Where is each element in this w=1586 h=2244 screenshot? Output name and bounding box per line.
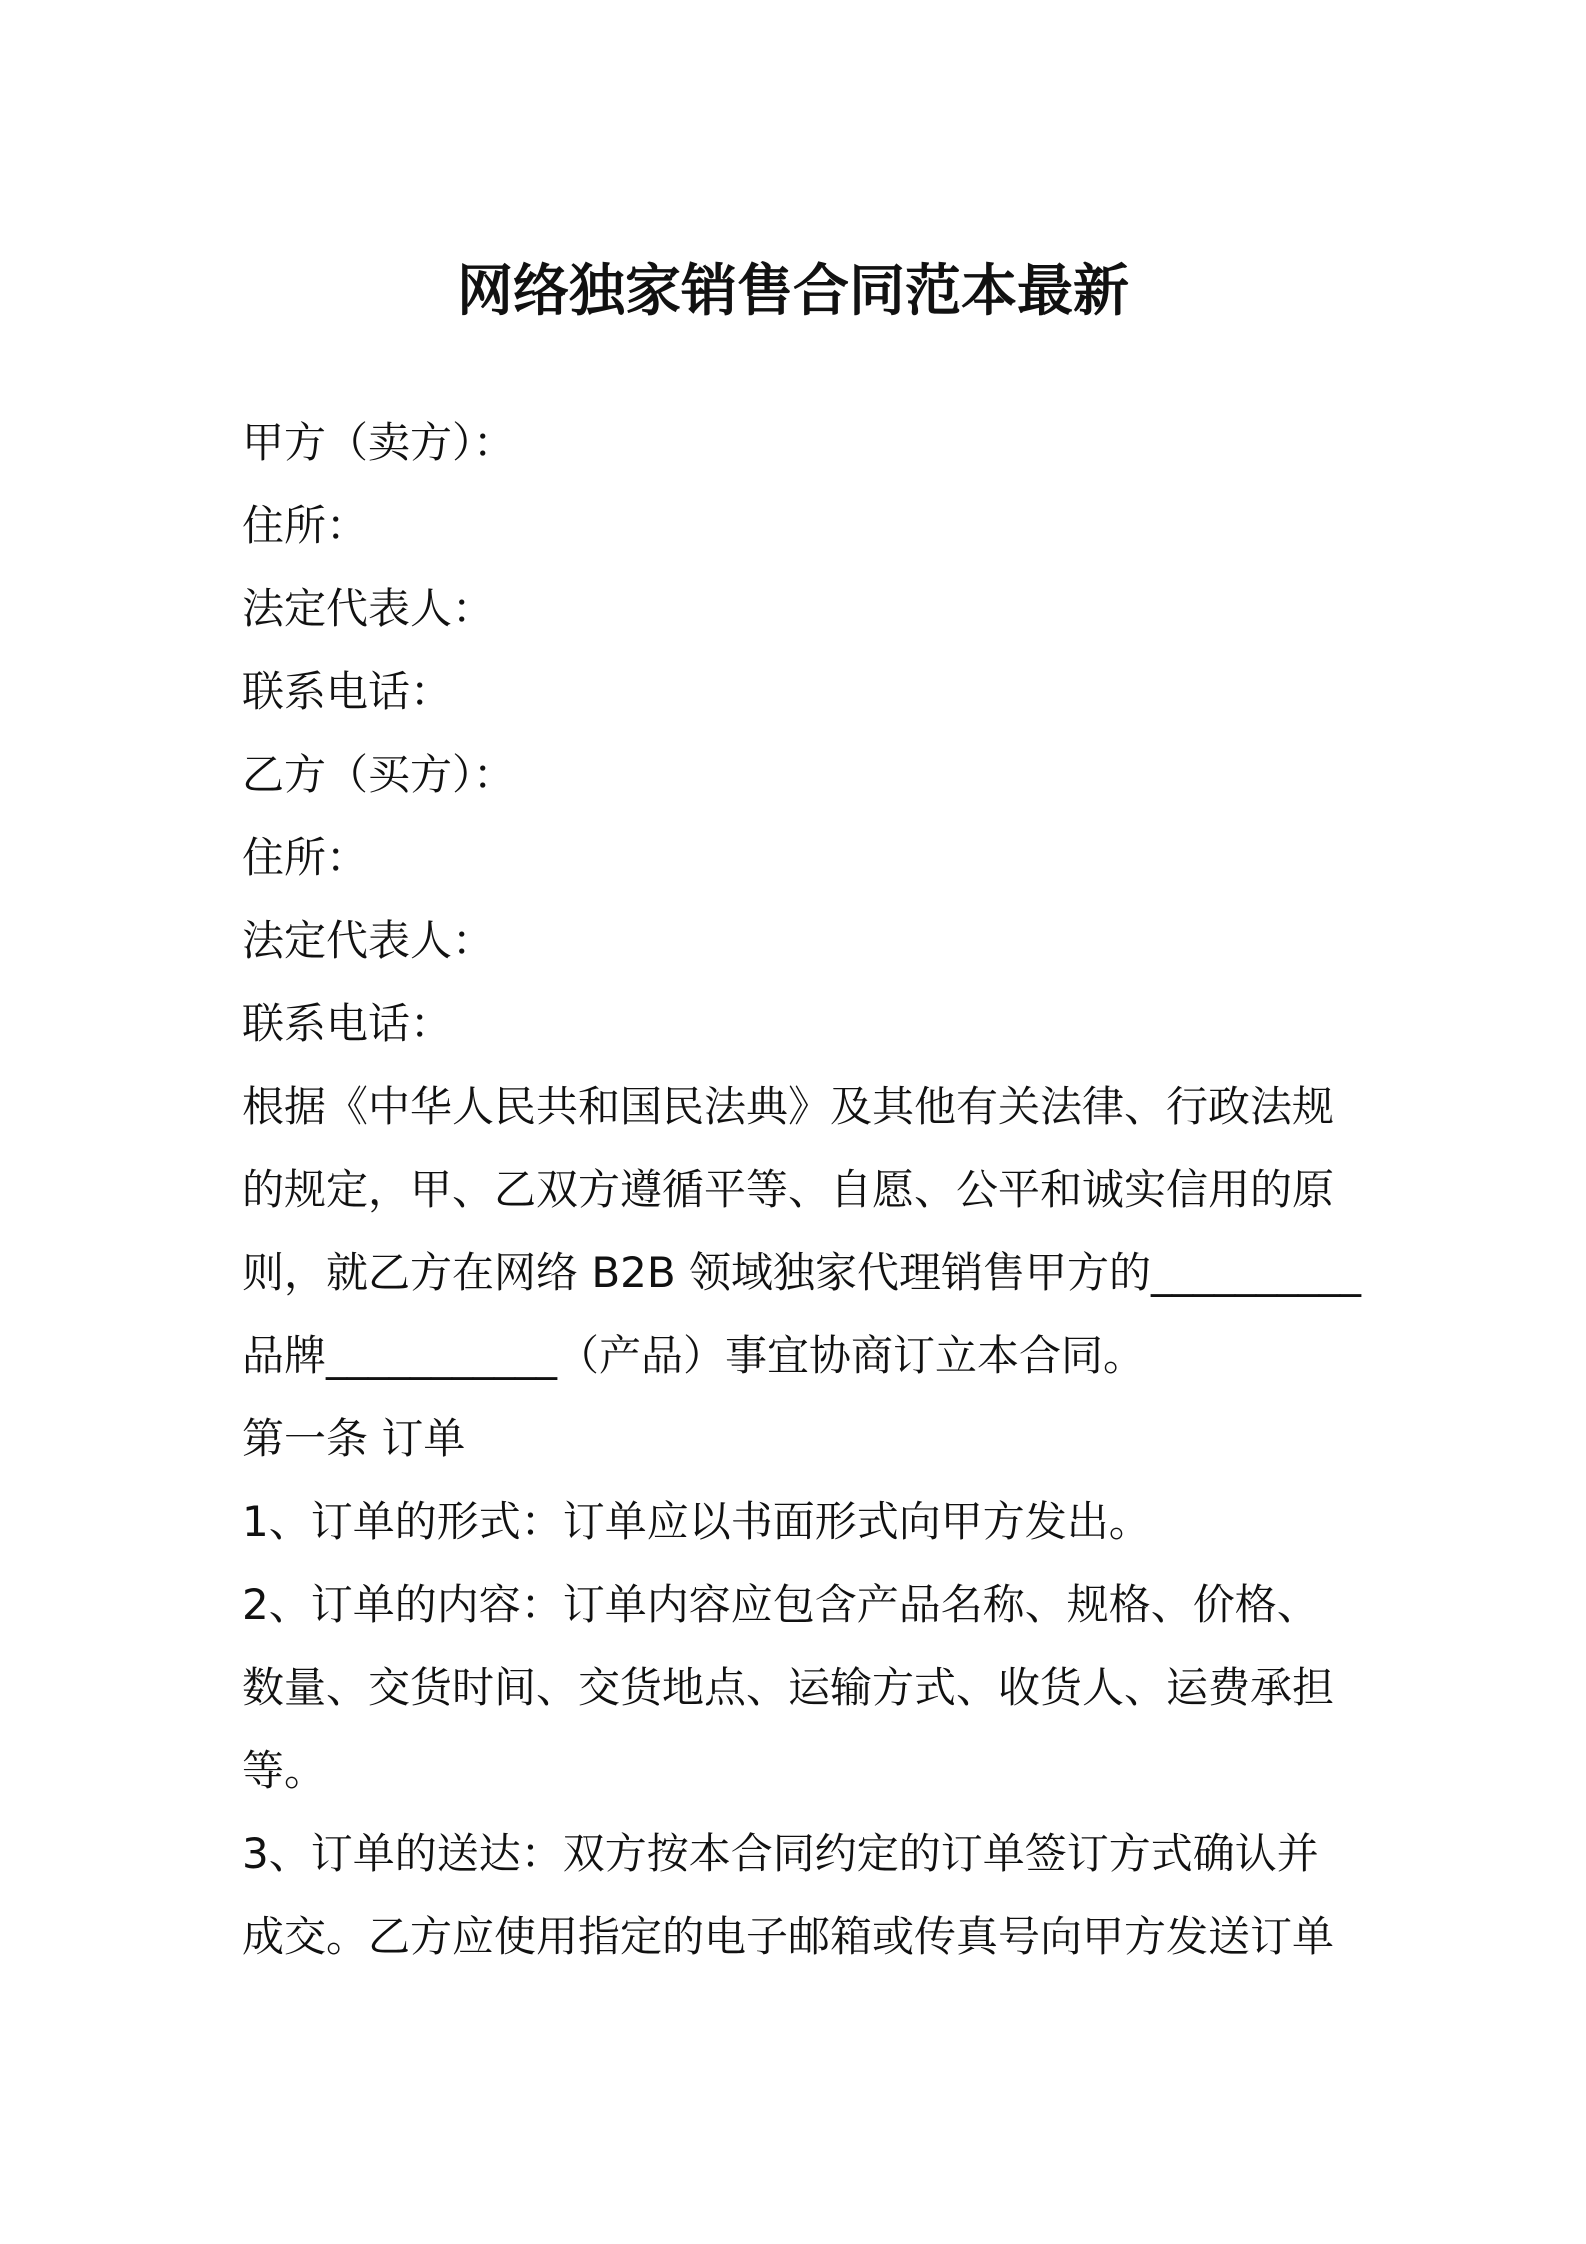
clause-1-1: 1、订单的形式：订单应以书面形式向甲方发出。: [242, 1497, 1151, 1546]
clause-1-3-line-2: 成交。乙方应使用指定的电子邮箱或传真号向甲方发送订单: [242, 1912, 1335, 1961]
clause-1-2-line-3: 等。: [242, 1746, 327, 1795]
party-a-seller-label: 甲方（卖方）：: [242, 418, 516, 467]
clause-1-2-line-2: 数量、交货时间、交货地点、运输方式、收货人、运费承担: [242, 1663, 1335, 1712]
party-a-address-label: 住所：: [242, 501, 369, 550]
article-1-heading: 第一条 订单: [242, 1414, 466, 1463]
clause-1-2-line-1: 2、订单的内容：订单内容应包含产品名称、规格、价格、: [242, 1580, 1319, 1629]
party-b-phone-label: 联系电话：: [242, 999, 453, 1048]
document-title: 网络独家销售合同范本最新: [457, 259, 1129, 324]
party-b-address-label: 住所：: [242, 833, 369, 882]
preamble-line-1: 根据《中华人民共和国民法典》及其他有关法律、行政法规: [242, 1082, 1335, 1131]
preamble-line-4: 品牌___________（产品）事宜协商订立本合同。: [242, 1331, 1146, 1380]
party-a-phone-label: 联系电话：: [242, 667, 453, 716]
party-b-legal-representative-label: 法定代表人：: [242, 916, 495, 965]
party-a-legal-representative-label: 法定代表人：: [242, 584, 495, 633]
party-b-buyer-label: 乙方（买方）：: [242, 750, 516, 799]
clause-1-3-line-1: 3、订单的送达：双方按本合同约定的订单签订方式确认并: [242, 1829, 1319, 1878]
preamble-line-2: 的规定，甲、乙双方遵循平等、自愿、公平和诚实信用的原: [242, 1165, 1335, 1214]
preamble-line-3: 则，就乙方在网络 B2B 领域独家代理销售甲方的__________: [242, 1248, 1362, 1297]
